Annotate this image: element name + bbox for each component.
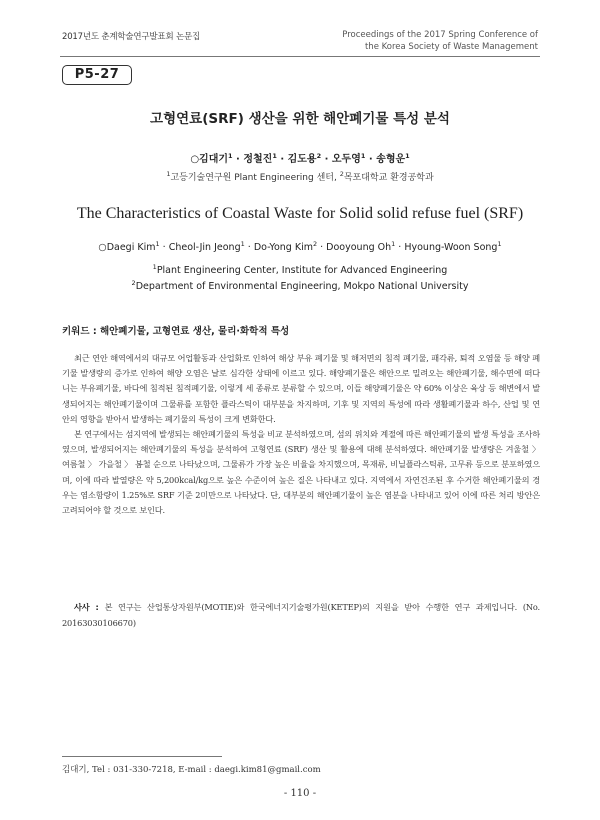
title-korean: 고형연료(SRF) 생산을 위한 해안폐기물 특성 분석 <box>150 111 450 127</box>
header-divider <box>60 56 540 57</box>
running-header-right-line1: Proceedings of the 2017 Spring Conference of <box>342 30 538 40</box>
running-header-right <box>342 29 538 53</box>
affiliation-text: Plant Engineering Center, Institute for Advanced Engineering <box>156 265 448 276</box>
author-separator: · <box>232 154 244 165</box>
english-author-affiliation-mark: 1 <box>240 240 245 248</box>
keywords-line <box>62 323 542 337</box>
footnote-divider <box>62 756 222 757</box>
abstract-paragraph-2: 본 연구에서는 섬지역에 발생되는 해안폐기물의 특성을 비교 분석하였으며, 섬의 위치와 계절에 따른 해안폐기물의 발생 특성을 조사하였으며, 발생되어지는 해안폐기물의 특성을 분석하여 고형연료 (SRF) 생산 및 활용에 대해 분석하였다. 해안폐기물 발생량은 겨울철 〉 여름철 〉 가을철 〉 봄철 순으로 나타났으며, 그물류가 가장 높은 비율을 차지했으며, 목재류, 비닐플라스틱류, 고무류 등으로 분포하였으며, 이에 따라 발열량은 약 5,200kcal/kg으로 높은 수준이여 높은 질은 나타내고 있다. 지역에서 자연건조된 후 수거한 해안폐기물의 경우는 염소함량이 1.25%로 SRF 기준 2미만으로 나타났다. 단, 대부분의 해안폐기물이 높은 염분을 나타내고 있어 이에 따른 처리 방안은 고려되어야 할 것으로 보인다. <box>62 429 540 516</box>
author-separator: · <box>321 154 332 165</box>
english-author-affiliation-mark: 1 <box>155 240 160 248</box>
author-separator: · <box>159 242 169 253</box>
korean-author-affiliation-mark: 1 <box>272 152 277 160</box>
affiliation-text: 고등기술연구원 Plant Engineering 센터, <box>170 173 340 183</box>
english-author-name: Dooyoung Oh <box>326 242 392 253</box>
korean-author-name: ○김대기 <box>190 154 229 165</box>
keywords-text: 해안폐기물, 고형연료 생산, 물리·화학적 특성 <box>99 326 290 337</box>
authors-korean <box>60 150 540 165</box>
running-header-left: 2017년도 춘계학술연구발표회 논문집 <box>62 32 200 42</box>
acknowledgement <box>62 599 540 631</box>
korean-author-affiliation-mark: 1 <box>405 152 410 160</box>
author-separator: · <box>317 242 327 253</box>
english-author-name: Cheol-Jin Jeong <box>168 242 241 253</box>
english-author-affiliation-mark: 1 <box>391 240 396 248</box>
author-separator: · <box>244 242 254 253</box>
author-separator: · <box>365 154 377 165</box>
english-author-affiliation-mark: 2 <box>312 240 318 248</box>
affiliation-mark: 2 <box>339 170 344 178</box>
english-author-name: Do-Yong Kim <box>253 242 313 253</box>
acknowledgement-label: 사사 : <box>74 602 105 612</box>
running-header-right-line2: the Korea Society of Waste Management <box>364 42 538 52</box>
author-separator: · <box>276 154 288 165</box>
affiliation-english-2 <box>40 281 560 292</box>
page-number: - 110 - <box>283 788 317 799</box>
author-separator: · <box>395 242 405 253</box>
acknowledgement-text: 본 연구는 산업통상자원부(MOTIE)와 한국에너지기술평가원(KETEP)의 지원을 받아 수행한 연구 과제입니다. (No. 20163030106670) <box>62 602 540 628</box>
english-author-name: Hyoung-Woon Song <box>404 242 498 253</box>
paper-id-badge: P5-27 <box>62 65 132 85</box>
korean-author-name: 정철진 <box>243 154 273 165</box>
korean-author-affiliation-mark: 1 <box>228 152 233 160</box>
korean-author-name: 오두영 <box>331 154 361 165</box>
affiliation-mark: 1 <box>166 170 171 178</box>
affiliation-mark: 2 <box>131 279 136 287</box>
authors-english <box>40 242 560 253</box>
abstract-paragraph-1: 최근 연안 해역에서의 대규모 어업활동과 산업화로 인하여 해상 부유 폐기물 및 해저면의 침적 폐기물, 패각류, 퇴적 오염물 등 해양 폐기물 발생량의 증가로 인하여 해양 오염은 날로 심각한 상태에 이르고 있다. 해양폐기물은 해안으로 밀려오는 해안폐기물, 해수면에 떠다니는 부유폐기물, 바다에 침적된 침적폐기물, 이렇게 세 종류로 분류할 수 있으며, 이들 해양폐기물은 약 60% 이상은 육상 등 해변에서 발생되어지는 해안폐기물이며 그물류를 포함한 플라스틱이 대부분을 차지하며, 기후 및 지역의 특성에 따라 생활폐기물과 하수, 산업 및 연안의 영향을 받아서 발생하는 폐기물의 특성이 크게 변화한다. <box>62 353 540 424</box>
affiliation-text: 목포대학교 환경공학과 <box>343 173 434 183</box>
english-author-affiliation-mark: 1 <box>497 240 502 248</box>
corresponding-author-contact: 김대기, Tel : 031-330-7218, E-mail : daegi.kim81@gmail.com <box>62 765 321 775</box>
affiliation-text: Department of Environmental Engineering, Mokpo National University <box>135 281 469 292</box>
korean-author-name: 송형운 <box>376 154 406 165</box>
affiliations-korean <box>60 170 540 183</box>
affiliation-english-1 <box>40 265 560 276</box>
keywords-label: 키워드 : <box>62 326 100 337</box>
korean-author-affiliation-mark: 2 <box>316 152 322 160</box>
affiliation-mark: 1 <box>152 263 157 271</box>
abstract-body <box>62 351 540 518</box>
korean-author-affiliation-mark: 1 <box>360 152 366 160</box>
english-author-name: ○Daegi Kim <box>98 242 156 253</box>
title-english: The Characteristics of Coastal Waste for Solid solid refuse fuel (SRF) <box>76 205 524 222</box>
korean-author-name: 김도용 <box>287 154 317 165</box>
